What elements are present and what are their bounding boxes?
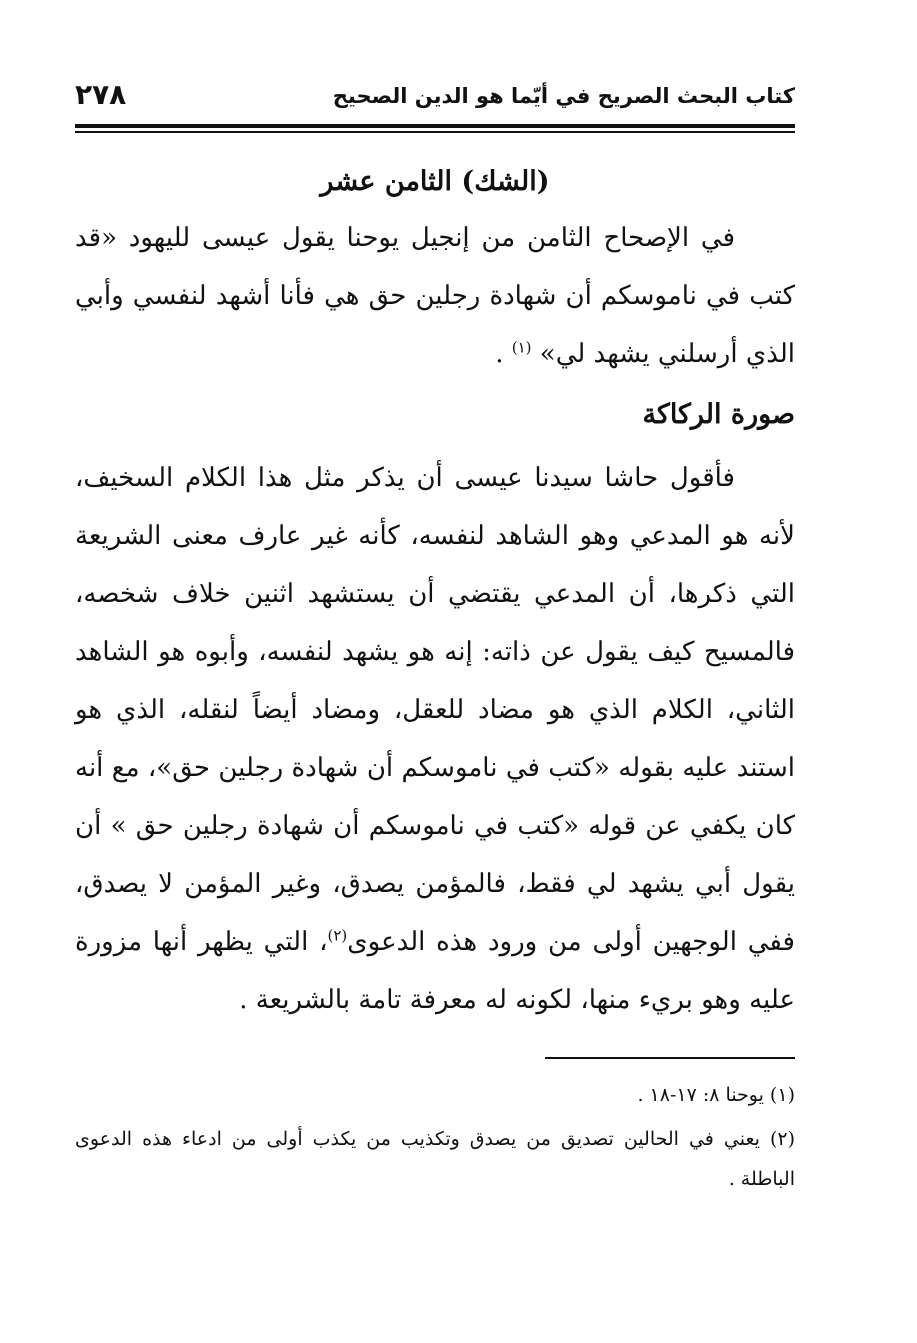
page-number: ٢٧٨: [75, 78, 127, 111]
running-title: كتاب البحث الصريح في أيّما هو الدين الصحيح: [332, 84, 795, 108]
page-header: [75, 78, 795, 120]
footnote-ref-2[interactable]: (٢): [327, 926, 348, 945]
section-title: (الشك) الثامن عشر: [320, 166, 550, 197]
footnote-separator: [545, 1057, 795, 1059]
paragraph-text: ، التي يظهر أنها مزورة عليه وهو بريء منها، لكونه له معرفة تامة بالشريعة .: [75, 927, 795, 1015]
footnotes: [75, 1075, 795, 1203]
paragraph-argument: [75, 449, 795, 1029]
paragraph-text: فأقول حاشا سيدنا عيسى أن يذكر مثل هذا الكلام السخيف، لأنه هو المدعي وهو الشاهد لنفسه، كأنه غير عارف معنى الشريعة التي ذكرها، أن المدعي يقتضي أن يستشهد اثنين خلاف شخصه، فالمسيح كيف يقول عن ذاته: إنه هو يشهد لنفسه، وأبوه هو الشاهد الثاني، الكلام الذي هو مضاد للعقل، ومضاد أيضاً لنقله، الذي هو استند عليه بقوله «كتب في ناموسكم أن شهادة رجلين حق»، مع أنه كان يكفي عن قوله «كتب في ناموسكم أن شهادة رجلين حق » أن يقول أبي يشهد لي فقط، فالمؤمن يصدق، وغير المؤمن لا يصدق، ففي الوجهين أولى من ورود هذه الدعوى: [75, 463, 795, 957]
footnote-2: (٢) يعني في الحالين تصديق من يصدق وتكذيب من يكذب أولى من ادعاء هذه الدعوى الباطلة .: [75, 1128, 795, 1190]
paragraph-text: في الإصحاح الثامن من إنجيل يوحنا يقول عيسى لليهود «قد كتب في ناموسكم أن شهادة رجلين حق هي فأنا أشهد لنفسي وأبي الذي أرسلني يشهد لي»: [75, 223, 795, 369]
footnote-ref-1[interactable]: (١): [511, 338, 532, 357]
header-rule-thick: [75, 124, 795, 128]
footnote-1: (١) يوحنا ٨: ١٧-١٨ .: [637, 1084, 795, 1106]
main-content: [75, 156, 795, 1029]
header-rule-thin: [75, 131, 795, 133]
paragraph-quote: [75, 209, 795, 383]
subheading: صورة الركاكة: [642, 399, 795, 430]
paragraph-end: .: [495, 339, 512, 369]
